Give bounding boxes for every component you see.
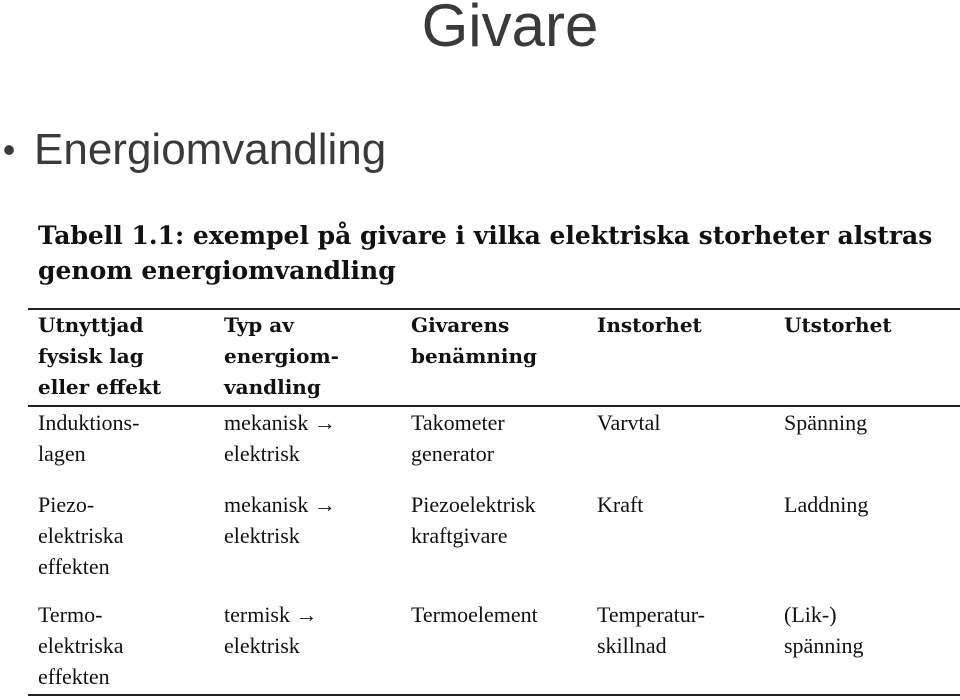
cell-line: elektriska	[38, 633, 124, 658]
cell-line: Piezo-	[38, 492, 95, 517]
cell-line: Termo-	[38, 602, 103, 627]
cell-line: mekanisk →	[224, 492, 336, 517]
header-cell	[28, 310, 214, 405]
header-cell	[587, 310, 774, 405]
header-cell	[214, 310, 401, 405]
cell-line: Termoelement	[411, 602, 538, 627]
table-cell	[774, 599, 960, 695]
cell-line: kraftgivare	[411, 523, 508, 548]
cell-line: Spänning	[784, 410, 868, 435]
bullet-text: Energiomvandling	[34, 125, 387, 174]
header-line: Instorhet	[597, 313, 702, 337]
cell-line: elektrisk	[224, 633, 300, 658]
bullet-dot-icon: •	[2, 129, 16, 170]
cell-line: Induktions-	[38, 410, 140, 435]
cell-line: effekten	[38, 664, 110, 689]
table-caption-line: genom energiomvandling	[38, 256, 396, 285]
header-line: fysisk lag	[38, 344, 144, 368]
table-row	[28, 489, 960, 599]
cell-line: lagen	[38, 441, 86, 466]
cell-line: Piezoelektrisk	[411, 492, 536, 517]
cell-line: (Lik-)	[784, 602, 837, 627]
cell-line: Kraft	[597, 492, 644, 517]
table-cell	[587, 489, 774, 599]
header-cell	[401, 310, 587, 405]
table-cell	[28, 489, 214, 599]
header-line: Utstorhet	[784, 313, 892, 337]
table-cell	[587, 599, 774, 695]
table-cell	[214, 405, 401, 489]
table-cell	[401, 599, 587, 695]
bullet-item	[0, 122, 386, 178]
cell-line: elektrisk	[224, 441, 300, 466]
header-line: vandling	[224, 375, 321, 399]
table-cell	[214, 599, 401, 695]
givare-table	[28, 310, 960, 695]
table-cell	[401, 405, 587, 489]
table-cell	[28, 405, 214, 489]
cell-line: Laddning	[784, 492, 869, 517]
cell-line: spänning	[784, 633, 864, 658]
cell-line: Takometer	[411, 410, 505, 435]
table-cell	[587, 405, 774, 489]
header-line: benämning	[411, 344, 538, 368]
header-line: eller effekt	[38, 375, 162, 399]
table-cell	[401, 489, 587, 599]
table-row	[28, 405, 960, 489]
cell-line: Varvtal	[597, 410, 661, 435]
header-cell	[774, 310, 960, 405]
cell-line: elektriska	[38, 523, 124, 548]
header-line: Typ av	[224, 313, 294, 337]
cell-line: generator	[411, 441, 495, 466]
table-cell	[28, 599, 214, 695]
cell-line: elektrisk	[224, 523, 300, 548]
table-row	[28, 599, 960, 695]
cell-line: mekanisk →	[224, 410, 336, 435]
slide-title: Givare	[421, 0, 599, 59]
table-header-row	[28, 310, 960, 405]
header-line: Givarens	[411, 313, 510, 337]
table-cell	[214, 489, 401, 599]
header-line: Utnyttjad	[38, 313, 144, 337]
cell-line: skillnad	[597, 633, 667, 658]
header-line: energiom-	[224, 344, 339, 368]
table-caption-line: Tabell 1.1: exempel på givare i vilka elektriska storheter alstras	[38, 221, 933, 250]
cell-line: Temperatur-	[597, 602, 705, 627]
cell-line: termisk →	[224, 602, 318, 627]
table-caption	[38, 218, 938, 288]
table-cell	[774, 405, 960, 489]
table-cell	[774, 489, 960, 599]
cell-line: effekten	[38, 554, 110, 579]
